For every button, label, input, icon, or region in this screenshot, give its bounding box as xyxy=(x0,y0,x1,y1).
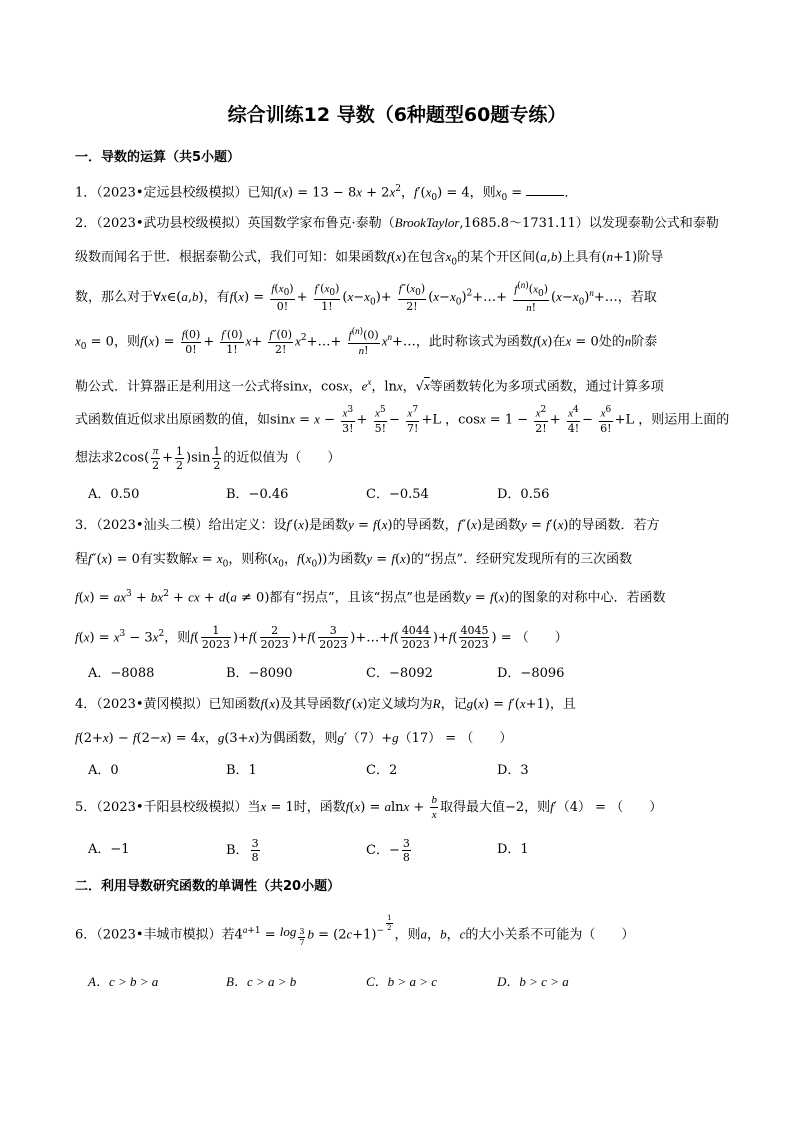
option-b[interactable]: B．−8090 xyxy=(226,666,293,681)
option-a[interactable]: A．−8088 xyxy=(88,666,155,681)
question-3-line-2: 程f″(x) = 0有实数解$x = x_0$，则称($x_0$，$f(x_0)$)为函数y = f(x)的“拐点”．经研究发现所有的三次函数 xyxy=(75,551,633,570)
question-4-line-2: f(2+x) − f(2−x) = 4x，g(3+x)为偶函数，则g′（7）+g（17） = （ ） xyxy=(75,730,513,746)
question-3-line-1: 3．（2023•汕头二模）给出定义：设f′(x)是函数y = f(x)的导函数，f″(x)是函数y = f′(x)的导函数．若方 xyxy=(75,517,660,533)
question-2-line-7: 想法求2cos( $\frac{\pi}{2}$ + $\frac{1}{2}$ )sin $\frac{1}{2}$ 的近似值为（ ） xyxy=(75,444,341,472)
question-1: 1．（2023•定远县校级模拟）已知$f(x) = 13 - 8x + 2x^2$，$f'(x_0) = 4$，则$x_0$ = ． xyxy=(75,184,578,203)
option-b[interactable]: B． $\frac{3}{8}$ xyxy=(226,837,259,864)
option-b[interactable]: B．c > a > b xyxy=(226,974,297,989)
question-3-line-3: $f(x) = ax^3 + bx^2$ + cx + d(a ≠ 0)都有“拐点”，且该“拐点”也是函数y = f(x)的图象的对称中心．若函数 xyxy=(75,589,666,606)
option-a[interactable]: A．c > b > a xyxy=(88,974,159,989)
question-2-options xyxy=(88,483,708,503)
option-c[interactable]: C．2 xyxy=(366,763,398,778)
question-5: 5．（2023•千阳县校级模拟）当x = 1时，函数f(x) = alnx + $\frac{b}{x}$ 取得最大值−2，则f′（4） = （ ） xyxy=(75,794,663,821)
option-d[interactable]: D．−8096 xyxy=(497,666,565,681)
option-c[interactable]: C．−8092 xyxy=(366,666,433,681)
option-c[interactable]: C．− $\frac{3}{8}$ xyxy=(366,837,410,864)
question-2-line-5: 勒公式．计算器正是利用这一公式将sinx，cosx，$e^x$，lnx，√x等函数转化为多项式函数，通过计算多项 xyxy=(75,377,664,395)
question-5-options xyxy=(88,837,708,864)
page-title: 综合训练12 导数（6种题型60题专练） xyxy=(227,104,567,126)
option-a[interactable]: A．0 xyxy=(88,763,119,778)
option-a[interactable]: A．−1 xyxy=(88,842,130,857)
answer-blank xyxy=(526,184,564,196)
question-3-line-4: $f(x) = x^3 - 3x^2$，则f( $\frac{1}{2023}$ )+f( $\frac{2}{2023}$ )+f( $\frac{3}{2023}$ )+…+f( $\frac{4044}{2023}$ )+f( $\frac{4045}{2023}$ ) = （ ） xyxy=(75,624,568,652)
section-heading-2: 二．利用导数研究函数的单调性（共20小题） xyxy=(75,879,341,894)
question-2-line-6: 式函数值近似求出原函数的值，如sinx = x − $\frac{x^3}{3!}$ + $\frac{x^5}{5!}$ − $\frac{x^7}{7!}$ +L ，cosx = 1 − $\frac{x^2}{2!}$ + $\frac{x^4}{4!}$ − $\frac{x^6}{6!}$ +L ，则运用上面的 xyxy=(75,405,730,435)
option-d[interactable]: D．0.56 xyxy=(497,487,550,502)
question-2-line-1: 2．（2023•武功县校级模拟）英国数学家布鲁克·泰勒（BrookTaylor,1685.8～1731.11）以发现泰勒公式和泰勒 xyxy=(75,215,719,231)
option-c[interactable]: C．−0.54 xyxy=(366,487,429,502)
option-d[interactable]: D．b > c > a xyxy=(497,974,569,989)
question-6-options xyxy=(88,971,708,991)
question-2-line-2: 级数而闻名于世．根据泰勒公式，我们可知：如果函数f(x)在包含$x_0$的某个开区间(a,b)上具有(n+1)阶导 xyxy=(75,249,664,268)
option-c[interactable]: C．b > a > c xyxy=(366,974,437,989)
section-heading-1: 一．导数的运算（共5小题） xyxy=(75,150,241,165)
option-a[interactable]: A．0.50 xyxy=(88,487,140,502)
option-d[interactable]: D．1 xyxy=(497,842,529,857)
question-6: 6．（2023•丰城市模拟）若$4^{a+1} = \log$ $_{\frac{3}{7}}$ $b = (2c+1)^{- \frac{1}{2}}$ ，则a，b，c的大小关系不可能为（ ） xyxy=(75,913,635,947)
option-d[interactable]: D．3 xyxy=(497,763,529,778)
option-b[interactable]: B．−0.46 xyxy=(226,487,289,502)
question-4-line-1: 4．（2023•黄冈模拟）已知函数f(x)及其导函数f′(x)定义域均为R，记g(x) = f′(x+1)，且 xyxy=(75,696,576,712)
question-4-options xyxy=(88,759,708,779)
question-3-options xyxy=(88,662,708,682)
option-b[interactable]: B．1 xyxy=(226,763,257,778)
question-2-line-4: $x_0 = 0$，则f(x) = $\frac{f(0)}{0!}$ + $\frac{f'(0)}{1!}$ x+ $\frac{f''(0)}{2!}$ $x^2+\dots+$ $\frac{f^{(n)}(0)}{n!}$ $x^n+\dots$，此时称该式为函数f(x)在x = 0处的n阶泰 xyxy=(75,326,658,357)
question-2-line-3: 数，那么对于∀x∈(a,b)，有f(x) = $\frac{f(x_0)}{0!}$ + $\frac{f'(x_0)}{1!}$ $(x-x_0)+$ $\frac{f''(x_0)}{2!}$ $(x-x_0)^2+\dots+$ $\frac{f^{(n)}(x_0)}{n!}$ $(x-x_0)^n+\dots$，若取 xyxy=(75,280,657,314)
